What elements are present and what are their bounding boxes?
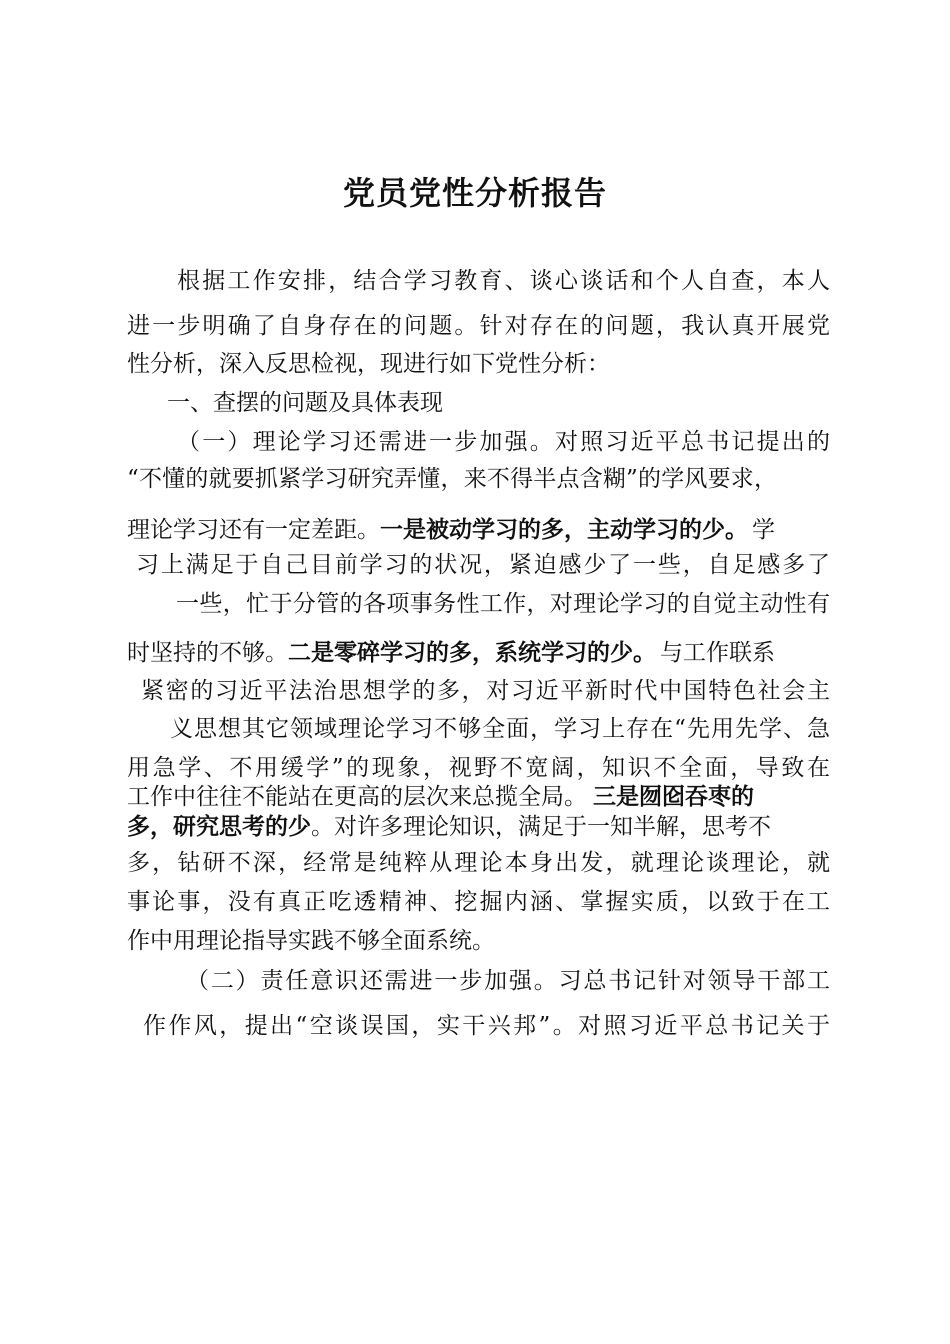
normal-text: 理论学习还有一定差距。 xyxy=(127,517,380,543)
paragraph-line: 多，钻研不深，经常是纯粹从理论本身出发，就理论谈理论，就 xyxy=(127,850,830,876)
paragraph-line-mixed xyxy=(127,515,775,545)
bold-point-one: 一是被动学习的多，主动学习的少。 xyxy=(380,517,748,543)
paragraph-line: 习上满足于自己目前学习的状况，紧迫感少了一些，自足感多了 xyxy=(136,552,830,578)
bold-point-three: 三是囫囵吞枣的 xyxy=(593,784,754,810)
normal-text: 与工作联系 xyxy=(660,640,775,666)
paragraph-line: 根据工作安排，结合学习教育、谈心谈话和个人自查，本人 xyxy=(177,268,830,294)
paragraph-line: 一些，忙于分管的各项事务性工作，对理论学习的自觉主动性有 xyxy=(176,591,830,617)
paragraph-line: 紧密的习近平法治思想学的多，对习近平新时代中国特色社会主 xyxy=(141,678,830,704)
bold-point-three-cont: 多，研究思考的少 xyxy=(127,814,311,840)
normal-text: 工作中往往不能站在更高的层次来总揽全局。 xyxy=(127,784,587,810)
paragraph-line-mixed xyxy=(127,812,771,842)
bold-point-two: 二是零碎学习的多，系统学习的少。 xyxy=(288,640,656,666)
paragraph-line-mixed xyxy=(127,782,754,812)
paragraph-line: （一）理论学习还需进一步加强。对照习近平总书记提出的 xyxy=(177,429,830,455)
paragraph-line: 作中用理论指导实践不够全面系统。 xyxy=(127,928,495,954)
normal-text: 。对许多理论知识，满足于一知半解，思考不 xyxy=(311,814,771,840)
paragraph-line-mixed xyxy=(127,638,775,668)
paragraph-line: 事论事，没有真正吃透精神、挖掘内涵、掌握实质，以致于在工 xyxy=(127,889,830,915)
section-heading: 一、查摆的问题及具体表现 xyxy=(167,390,443,416)
paragraph-line: 用急学、不用缓学”的现象，视野不宽阔，知识不全面，导致在 xyxy=(127,755,830,781)
normal-text: 时坚持的不够。 xyxy=(127,640,288,666)
paragraph-line: 作作风，提出“空谈误国，实干兴邦”。对照习近平总书记关于 xyxy=(143,1013,830,1039)
paragraph-line: 进一步明确了自身存在的问题。针对存在的问题，我认真开展党 xyxy=(127,313,830,339)
normal-text: 学 xyxy=(752,517,775,543)
paragraph-line: 义思想其它领域理论学习不够全面，学习上存在“先用先学、急 xyxy=(170,716,830,742)
paragraph-line: （二）责任意识还需进一步加强。习总书记针对领导干部工 xyxy=(186,968,830,994)
page-title: 党员党性分析报告 xyxy=(342,174,607,212)
paragraph-line: “不懂的就要抓紧学习研究弄懂，来不得半点含糊”的学风要求， xyxy=(127,466,777,492)
paragraph-line: 性分析，深入反思检视，现进行如下党性分析： xyxy=(127,351,610,377)
